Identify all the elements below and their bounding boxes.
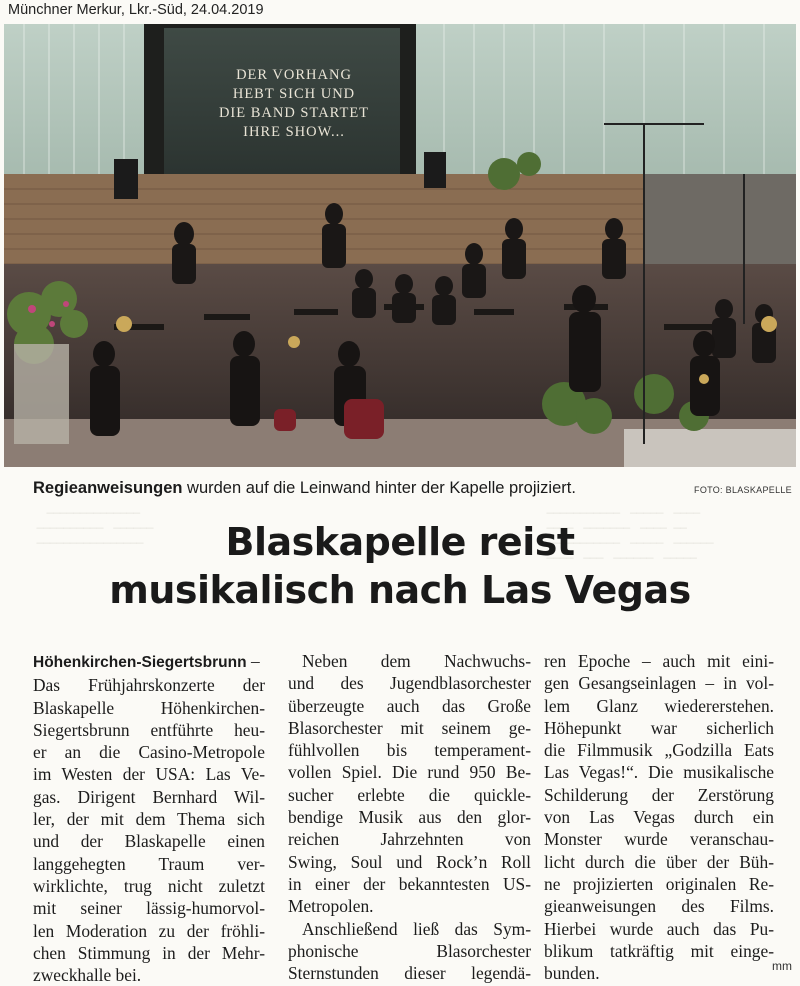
dateline: Höhenkirchen-Siegertsbrunn [33,654,247,671]
article-line: überzeugte auch das Große [288,695,531,716]
article-line: bunden. [544,963,600,984]
article-line: chen Stimmung in der Mehr- [33,942,265,963]
article-line: zweckhalle bei. [33,965,142,986]
source-line: Münchner Merkur, Lkr.-Süd, 24.04.2019 [8,2,264,18]
article-line: Das Frühjahrskonzerte der [33,675,265,696]
article-line: Anschließend ließ das Sym- [302,918,531,939]
screen-line: HEBT SICH UND [232,86,356,102]
article-column-1 [33,650,265,986]
article-line: ne projizierten originalen Re- [544,873,774,894]
headline [0,518,800,614]
article-line: bendige Musik aus den glor- [288,807,531,828]
article-line: licht durch die über der Büh- [544,851,774,872]
article-line: Schilderung der Zerstörung [544,784,774,805]
photo-credit: FOTO: BLASKAPELLE [694,485,792,495]
author-signature: mm [772,959,792,973]
article-line: sucher erlebte die quickle- [288,784,531,805]
article-line: Las Vegas!“. Die musikalische [544,762,774,783]
article-line: in einer der bekanntesten US- [288,873,531,894]
bleed-through: ______________ __________ ______ ________________ [36,500,154,544]
article-line: reichen Jahrzehnten von [288,829,531,850]
article-line: wirklichte, trug nicht zuletzt [33,875,265,896]
headline-line: musikalisch nach Las Vegas [109,568,691,612]
article-column-3 [544,650,774,984]
article-line: gen Gesangseinlagen – in vol- [544,673,774,694]
article-line: len Moderation zu der fröhli- [33,920,265,941]
article-line: Höhepunkt war sicherlich [544,717,774,738]
article-line: Siegertsbrunn entführte heu- [33,719,265,740]
article-line: von Las Vegas durch ein [544,807,774,828]
article-line: er an die Casino-Metropole [33,742,265,763]
article-line: und der Blaskapelle einen [33,831,265,852]
photo-caption [33,479,576,498]
article-line: Swing, Soul und Rock’n Roll [288,851,531,872]
article-line: phonische Blasorchester [288,940,531,961]
article-line: mit seiner lässig-humorvol- [33,898,265,919]
headline-line: Blaskapelle reist [225,520,575,564]
caption-text: wurden auf die Leinwand hinter der Kapelle projiziert. [182,479,576,497]
article-line: fühlvollen bis temperament- [288,740,531,761]
article-line: Blaskapelle Höhenkirchen- [33,697,265,718]
article-line: gieanweisungen des Films. [544,896,774,917]
article-line: im Westen der USA: Las Ve- [33,764,265,785]
article-line: vollen Spiel. Die rund 950 Be- [288,762,531,783]
screen-line: DIE BAND STARTET [218,105,370,121]
article-line: Hierbei wurde auch das Pu- [544,918,774,939]
article-line: ler, der mit dem Thema sich [33,809,265,830]
projected-screen-text [204,66,384,142]
screen-line: DER VORHANG [236,67,352,83]
article-line: Sternstunden dieser legendä- [288,963,531,984]
dateline-dash: – [246,651,260,671]
concert-photo-drawing [4,24,796,467]
concert-photo [4,24,796,467]
article-line: die Filmmusik „Godzilla Eats [544,740,774,761]
article-line: blikum tatkräftig mit einge- [544,940,774,961]
screen-line: IHRE SHOW... [243,124,345,140]
article-column-2 [288,650,531,984]
caption-lead: Regieanweisungen [33,479,183,497]
article-line: Monster wurde veranschau- [544,829,774,850]
article-line: und des Jugendblasorchester [288,673,531,694]
article-line: langgehegten Traum ver- [33,853,265,874]
article-line: Neben dem Nachwuchs- [302,651,531,671]
article-line: ren Epoche – auch mit eini- [544,651,774,671]
bleed-through: ___________ _____ ____ ____ _______ ____ __ ___________ _____ ______ ____ ___ ______ _____ [546,500,714,559]
article-line: Metropolen. [288,896,374,917]
article-line: gas. Dirigent Bernhard Wil- [33,786,265,807]
article-line [33,650,265,674]
article-line: lem Glanz wiedererstehen. [544,695,774,716]
article-line: Blasorchester mit seinem ge- [288,717,531,738]
